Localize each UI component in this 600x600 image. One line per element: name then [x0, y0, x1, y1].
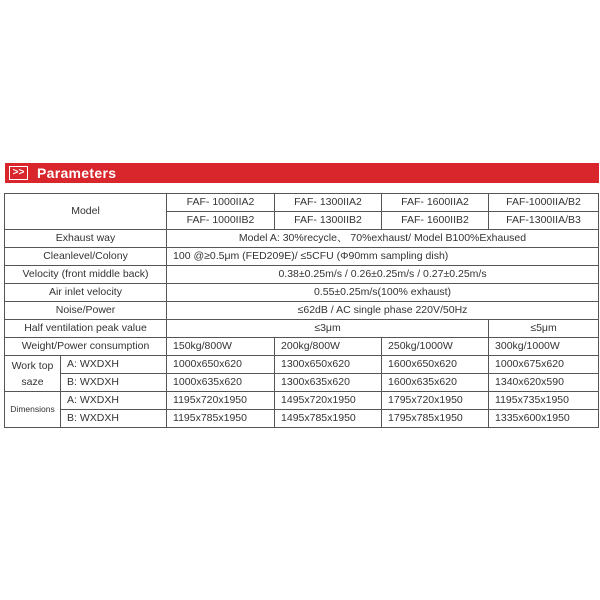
row-label-exhaust-way: Exhaust way: [5, 230, 167, 248]
table-cell: 250kg/1000W: [382, 338, 489, 356]
table-row: [5, 320, 599, 338]
row-label-model: Model: [5, 194, 167, 230]
table-cell: FAF-1000IIA/B2: [489, 194, 599, 212]
table-cell: 0.38±0.25m/s / 0.26±0.25m/s / 0.27±0.25m/s: [167, 266, 599, 284]
table-cell: FAF- 1300IIA2: [275, 194, 382, 212]
table-cell: 300kg/1000W: [489, 338, 599, 356]
table-row: [5, 302, 599, 320]
table-cell: 1000x635x620: [167, 374, 275, 392]
section-header: [5, 163, 599, 183]
row-label-worktop: Work top saze: [5, 356, 61, 392]
table-cell: 200kg/800W: [275, 338, 382, 356]
table-cell: 1340x620x590: [489, 374, 599, 392]
table-cell: 0.55±0.25m/s(100% exhaust): [167, 284, 599, 302]
row-label-dimensions: Dimensions: [5, 392, 61, 428]
sub-label-a: A: WXDXH: [61, 356, 167, 374]
table-cell: 1000x675x620: [489, 356, 599, 374]
table-cell: 1195x720x1950: [167, 392, 275, 410]
sub-label-b: B: WXDXH: [61, 410, 167, 428]
table-cell: 1300x635x620: [275, 374, 382, 392]
section-title: Parameters: [37, 165, 117, 181]
row-label-cleanlevel: Cleanlevel/Colony: [5, 248, 167, 266]
table-cell: 150kg/800W: [167, 338, 275, 356]
table-cell: FAF- 1300IIB2: [275, 212, 382, 230]
table-cell: 1335x600x1950: [489, 410, 599, 428]
double-chevron-right-icon: >>: [9, 166, 28, 180]
row-label-velocity: Velocity (front middle back): [5, 266, 167, 284]
row-label-noise: Noise/Power: [5, 302, 167, 320]
table-cell: FAF- 1000IIA2: [167, 194, 275, 212]
table-cell: 1000x650x620: [167, 356, 275, 374]
table-cell: FAF-1300IIA/B3: [489, 212, 599, 230]
row-label-air-inlet: Air inlet velocity: [5, 284, 167, 302]
table-cell: 1495x785x1950: [275, 410, 382, 428]
table-row: [5, 266, 599, 284]
table-cell: ≤3μm: [167, 320, 489, 338]
row-label-half-ventilation: Half ventilation peak value: [5, 320, 167, 338]
table-row: [5, 374, 599, 392]
table-cell: ≤62dB / AC single phase 220V/50Hz: [167, 302, 599, 320]
table-row: [5, 338, 599, 356]
parameters-table: [4, 193, 599, 428]
table-cell: 1495x720x1950: [275, 392, 382, 410]
table-cell: 1600x635x620: [382, 374, 489, 392]
table-row: [5, 230, 599, 248]
table-row: [5, 248, 599, 266]
table-cell: FAF- 1600IIB2: [382, 212, 489, 230]
table-cell: FAF- 1600IIA2: [382, 194, 489, 212]
table-cell: 1195x735x1950: [489, 392, 599, 410]
table-cell: 100 @≥0.5μm (FED209E)/ ≤5CFU (Φ90mm sampling dish): [167, 248, 599, 266]
table-cell: FAF- 1000IIB2: [167, 212, 275, 230]
table-cell: Model A: 30%recycle、 70%exhaust/ Model B100%Exhaused: [167, 230, 599, 248]
table-cell: 1795x720x1950: [382, 392, 489, 410]
table-cell: ≤5μm: [489, 320, 599, 338]
table-cell: 1600x650x620: [382, 356, 489, 374]
table-row: [5, 410, 599, 428]
row-label-weight: Weight/Power consumption: [5, 338, 167, 356]
table-row: [5, 284, 599, 302]
table-row: [5, 356, 599, 374]
table-cell: 1300x650x620: [275, 356, 382, 374]
table-cell: 1195x785x1950: [167, 410, 275, 428]
table-row: [5, 194, 599, 212]
sub-label-a: A: WXDXH: [61, 392, 167, 410]
sub-label-b: B: WXDXH: [61, 374, 167, 392]
table-row: [5, 392, 599, 410]
table-cell: 1795x785x1950: [382, 410, 489, 428]
